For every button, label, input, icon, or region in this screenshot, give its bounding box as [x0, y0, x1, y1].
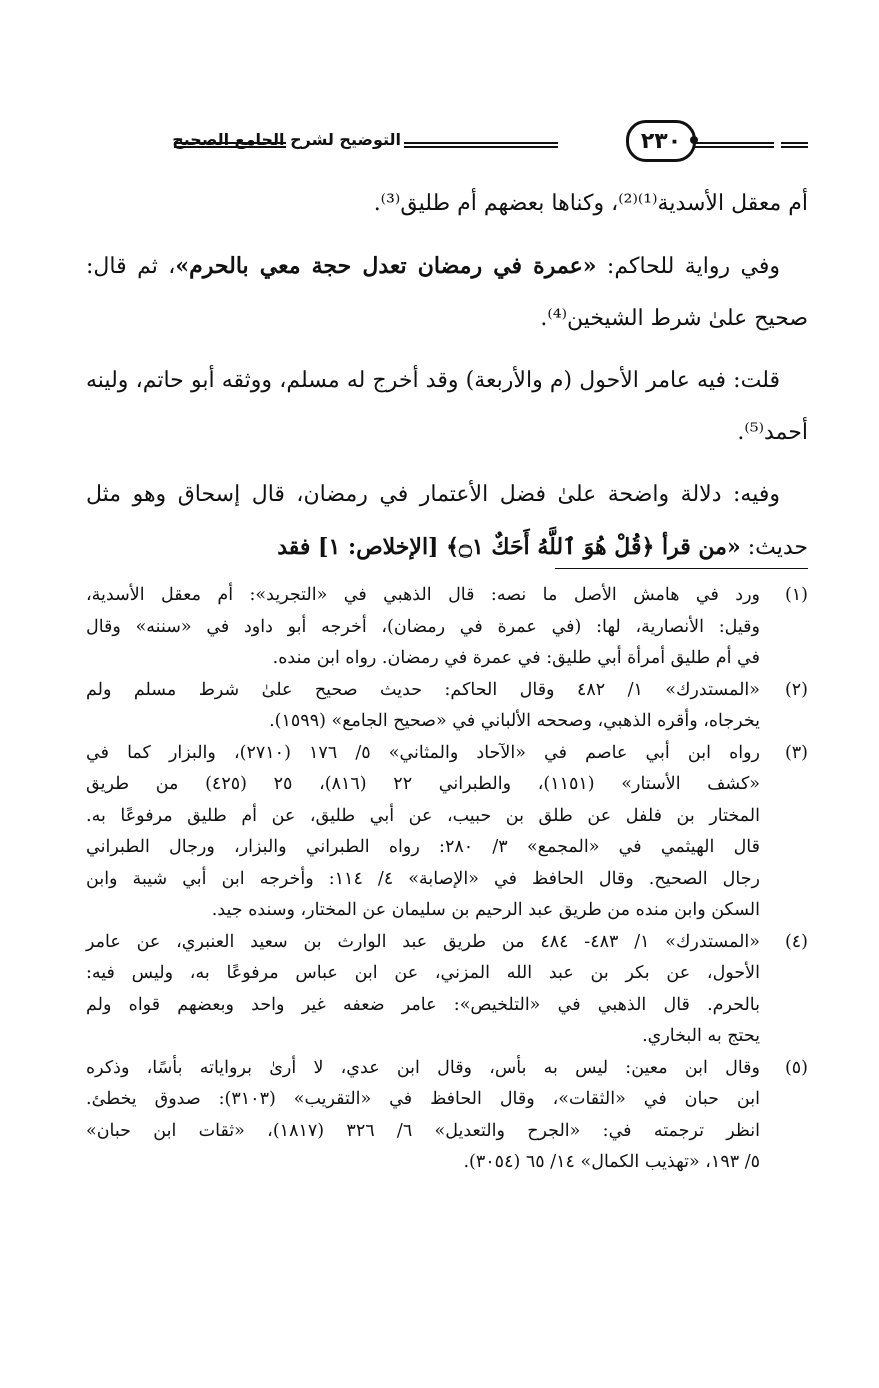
header-rule [781, 142, 808, 148]
footnote-line: ٥/ ١٩٣، «تهذيب الكمال» ١٤/ ٦٥ (٣٠٥٤). [463, 1152, 760, 1172]
footnote-number: (٣) [784, 742, 808, 763]
footnote-line: ابن حبان في «الثقات»، وقال الحافظ في «التقريب» (٣١٠٣): صدوق يخطئ. [86, 1089, 760, 1109]
hadith-quote: «عمرة في رمضان تعدل حجة معي بالحرم» [175, 253, 597, 279]
footnote-line: رواه ابن أبي عاصم في «الآحاد والمثاني» ٥/ ١٧٦ (٢٧١٠)، والبزار كما في [86, 742, 761, 763]
footnote-text [86, 675, 760, 738]
footnote [86, 1053, 808, 1179]
footnote-number: (٥) [784, 1057, 808, 1078]
footnote-number: (١) [784, 585, 808, 605]
footnotes [86, 580, 808, 1179]
footnote-text [86, 738, 760, 927]
page-header [86, 118, 808, 168]
footnote-line: «المستدرك» ١/ ٤٨٢ وقال الحاكم: حديث صحيح علىٰ شرط مسلم ولم [86, 679, 760, 700]
footnote-line: بالحرم. قال الذهبي في «التلخيص»: عامر ضعفه غير واحد وبعضهم قواه ولم [86, 994, 760, 1015]
paragraph-2-rest: ، ثم قال: صحيح علىٰ شرط الشيخين⁽⁴⁾. [86, 254, 808, 331]
footnote [86, 927, 808, 1053]
footnote [86, 738, 808, 927]
footnote-number: (٤) [784, 931, 808, 952]
paragraph-1: أم معقل الأسدية⁽¹⁾⁽²⁾، وكناها بعضهم أم طليق⁽³⁾. [373, 191, 808, 216]
footnote-separator [555, 568, 808, 569]
footnote-line: ورد في هامش الأصل ما نصه: قال الذهبي في «التجريد»: أم معقل الأسدية، [86, 585, 760, 605]
footnote-line: الأحول، عن بكر بن عبد الله المزني، عن ابن عباس مرفوعًا به، وليس فيه: [86, 963, 760, 983]
footnote-line: يخرجاه، وأقره الذهبي، وصححه الألباني في «صحيح الجامع» (١٥٩٩). [269, 711, 760, 731]
footnote-line: في أم طليق أمرأة أبي طليق: في عمرة في رمضان. رواه ابن منده. [272, 648, 760, 668]
footnote-line: وقيل: الأنصارية، لها: (في عمرة في رمضان)، أخرجه أبو داود في «سننه» وقال [86, 616, 760, 637]
hadith-quote-2: «من قرأ ﴿قُلْ هُوَ ٱللَّهُ أَحَكٌ ۝١﴾ [الإخلاص: ١] فقد [277, 534, 741, 560]
running-title: التوضيح لشرح الجامع الصحيح [172, 130, 401, 149]
footnote [86, 580, 808, 675]
footnote-line: يحتج به البخاري. [642, 1026, 760, 1046]
paragraph-4-intro: وفيه: دلالة واضحة علىٰ فضل الأعتمار في رمضان، قال إسحاق وهو مثل حديث: [86, 482, 808, 560]
footnote-line: المختار بن فلفل عن طلق بن حبيب، عن أبي طليق، عن أم طليق مرفوعًا به. [86, 805, 760, 826]
paragraph-2-intro: وفي رواية للحاكم: [596, 254, 780, 279]
footnote-line: قال الهيثمي في «المجمع» ٣/ ٢٨٠: رواه الطبراني والبزار، ورجال الطبراني [86, 837, 761, 857]
main-text [86, 178, 808, 584]
paragraph-4 [86, 469, 808, 574]
page-number: ٢٣٠ [640, 128, 682, 154]
footnote-line: وقال ابن معين: ليس به بأس، وقال ابن عدي، لا أرىٰ برواياته بأسًا، وذكره [86, 1057, 760, 1078]
footnote-text [86, 580, 760, 675]
footnote-line: رجال الصحيح. وقال الحافظ في «الإصابة» ٤/ ١١٤: وأخرجه ابن أبي شيبة وابن [86, 868, 760, 889]
footnote-number: (٢) [784, 679, 808, 700]
footnote-text [86, 1053, 760, 1179]
footnote [86, 675, 808, 738]
header-rule [694, 142, 774, 148]
paragraph-3: قلت: فيه عامر الأحول (م والأربعة) وقد أخرج له مسلم، ووثقه أبو حاتم، ولينه أحمد⁽⁵⁾. [86, 368, 808, 445]
footnote-text [86, 927, 760, 1053]
footnote-line: «المستدرك» ١/ ٤٨٣- ٤٨٤ من طريق عبد الوارث بن سعيد العنبري، عن عامر [86, 931, 760, 952]
footnote-line: «كشف الأستار» (١١٥١)، والطبراني ٢٢ (٨١٦)، ٢٥ (٤٢٥) من طريق [86, 774, 761, 794]
page-number-badge [626, 120, 696, 162]
paragraph-2 [86, 240, 808, 345]
header-rule [404, 142, 558, 148]
footnote-line: السكن وابن منده من طريق عبد الرحيم بن سليمان عن المختار، وسنده جيد. [211, 900, 760, 920]
footnote-line: انظر ترجمته في: «الجرح والتعديل» ٦/ ٣٢٦ (١٨١٧)، «ثقات ابن حبان» [86, 1120, 760, 1141]
